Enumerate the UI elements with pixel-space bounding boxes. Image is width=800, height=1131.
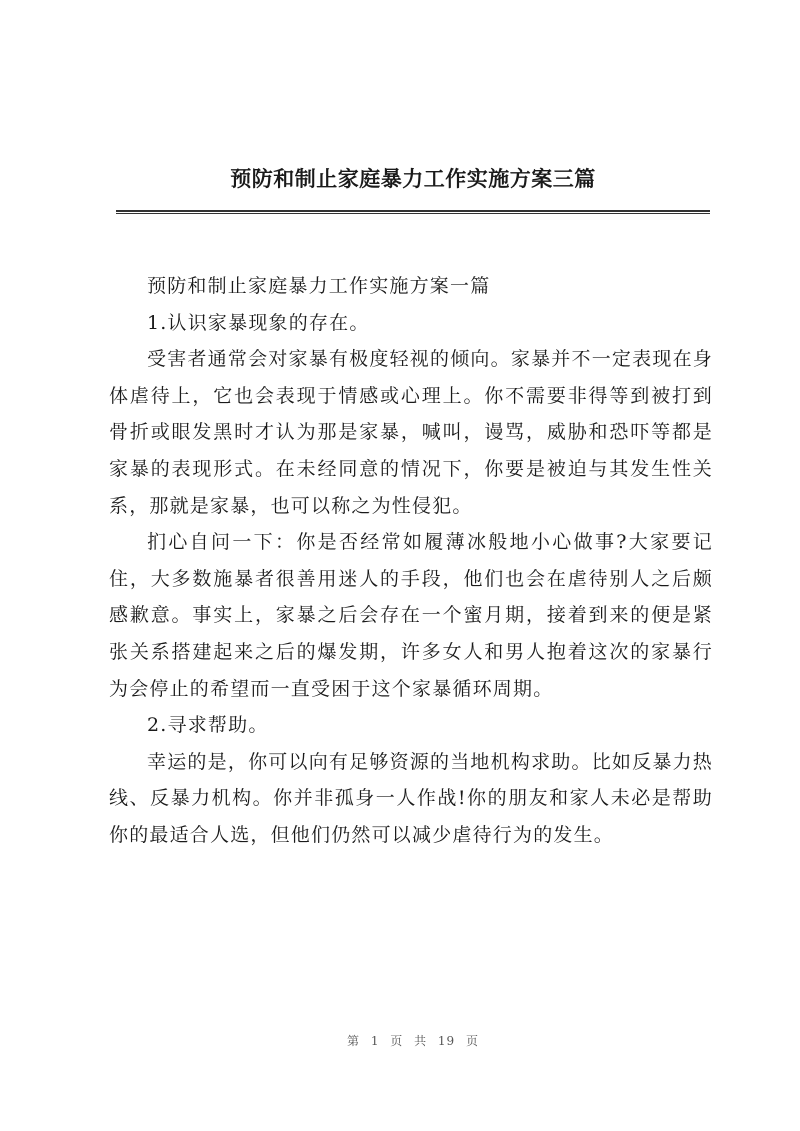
subheading-1: 1.认识家暴现象的存在。 bbox=[147, 311, 370, 334]
body-paragraph-2: 扪心自问一下：你是否经常如履薄冰般地小心做事?大家要记住，大多数施暴者很善用迷人的手段，他们也会在虐待别人之后颇感歉意。事实上，家暴之后会存在一个蜜月期，接着到来的便是紧张关系搭建起来之后的爆发期，许多女人和男人抱着这次的家暴行为会停止的希望而一直受困于这个家暴循环周期。 bbox=[109, 531, 713, 700]
section-heading: 预防和制止家庭暴力工作实施方案一篇 bbox=[147, 275, 491, 297]
body-paragraph-3: 幸运的是，你可以向有足够资源的当地机构求助。比如反暴力热线、反暴力机构。你并非孤身一人作战!你的朋友和家人未必是帮助你的最适合人选，但他们仍然可以减少虐待行为的发生。 bbox=[109, 750, 713, 846]
document-title: 预防和制止家庭暴力工作实施方案三篇 bbox=[230, 166, 596, 191]
page-footer: 第 1 页 共 19 页 bbox=[347, 1034, 479, 1048]
title-divider bbox=[116, 210, 710, 214]
subheading-2: 2.寻求帮助。 bbox=[147, 714, 269, 737]
document-body bbox=[109, 268, 713, 854]
body-paragraph-1: 受害者通常会对家暴有极度轻视的倾向。家暴并不一定表现在身体虐待上，它也会表现于情感或心理上。你不需要非得等到被打到骨折或眼发黑时才认为那是家暴，喊叫，谩骂，威胁和恐吓等都是家暴的表现形式。在未经同意的情况下，你要是被迫与其发生性关系，那就是家暴，也可以称之为性侵犯。 bbox=[109, 348, 713, 517]
